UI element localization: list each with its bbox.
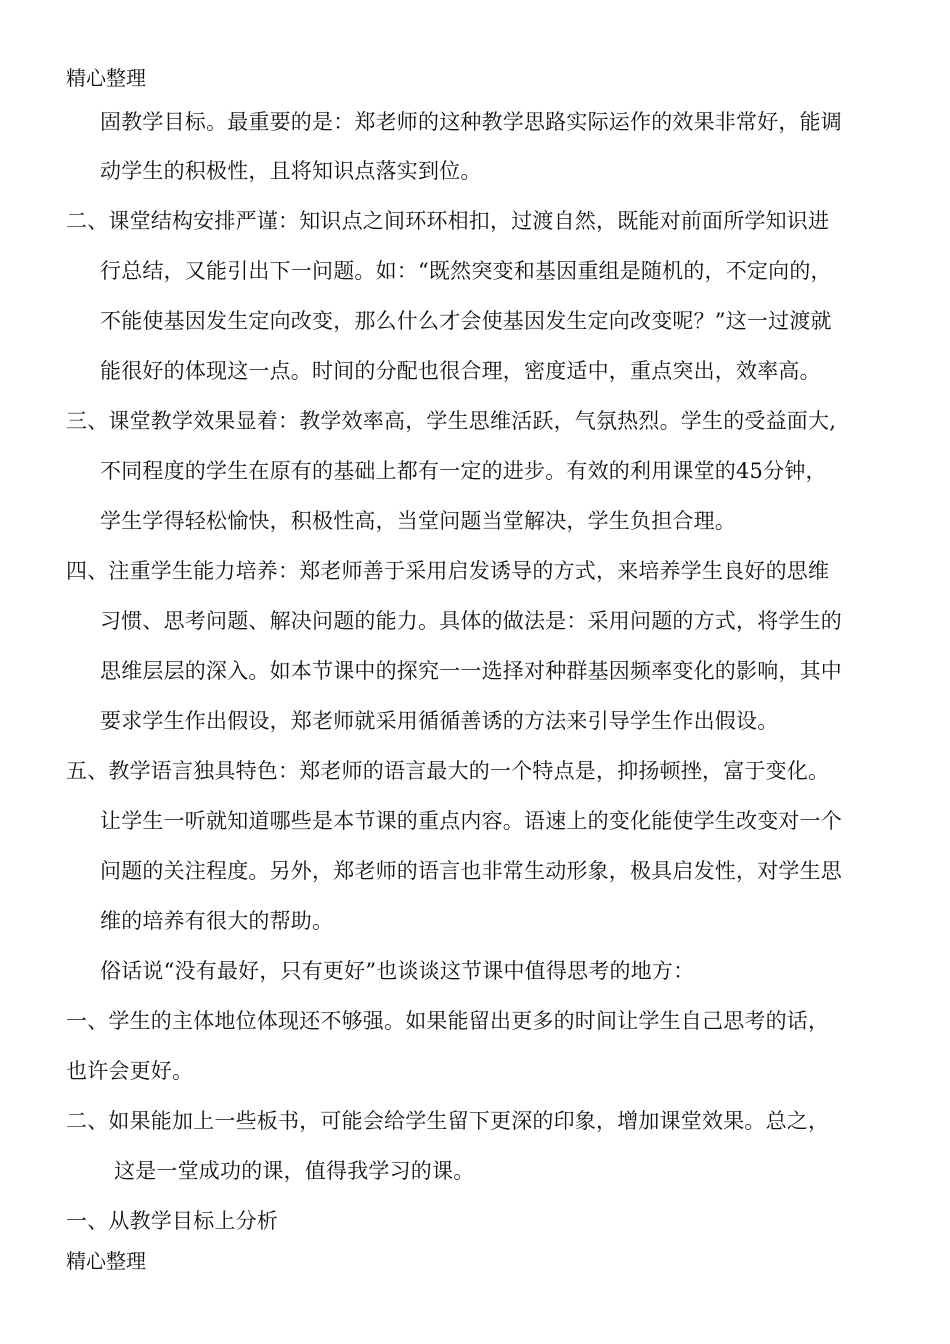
text-line: 思维层层的深入。如本节课中的探究一一选择对种群基因频率变化的影响，其中 bbox=[100, 659, 842, 683]
text-line: 能很好的体现这一点。时间的分配也很合理，密度适中，重点突出，效率高。 bbox=[100, 359, 821, 383]
text-line: 问题的关注程度。另外，郑老师的语言也非常生动形象，极具启发性，对学生思 bbox=[100, 859, 842, 883]
text-line: 固教学目标。最重要的是：郑老师的这种教学思路实际运作的效果非常好，能调 bbox=[100, 110, 842, 134]
text-line: 二、如果能加上一些板书，可能会给学生留下更深的印象，增加课堂效果。总之， bbox=[66, 1109, 830, 1133]
text-line: 俗话说“没有最好，只有更好”也谈谈这节课中值得思考的地方： bbox=[100, 959, 695, 983]
page-header-label: 精心整理 bbox=[66, 66, 146, 90]
text-line: 行总结，又能引出下一问题。如：“既然突变和基因重组是随机的，不定向的， bbox=[100, 259, 832, 283]
text-line: 这是一堂成功的课，值得我学习的课。 bbox=[114, 1159, 475, 1183]
text-line: 习惯、思考问题、解决问题的能力。具体的做法是：采用问题的方式，将学生的 bbox=[100, 609, 842, 633]
text-line: 学生学得轻松愉快，积极性高，当堂问题当堂解决，学生负担合理。 bbox=[100, 509, 736, 533]
text-line: 维的培养有很大的帮助。 bbox=[100, 909, 334, 933]
text-line: 五、教学语言独具特色：郑老师的语言最大的一个特点是，抑扬顿挫，富于变化。 bbox=[66, 759, 830, 783]
text-line: 动学生的积极性，且将知识点落实到位。 bbox=[100, 159, 482, 183]
text-line: 要求学生作出假设，郑老师就采用循循善诱的方法来引导学生作出假设。 bbox=[100, 709, 779, 733]
text-line: 一、从教学目标上分析 bbox=[66, 1209, 278, 1233]
text-line: 三、课堂教学效果显着：教学效率高，学生思维活跃，气氛热烈。学生的受益面大, bbox=[66, 409, 837, 433]
text-line: 让学生一听就知道哪些是本节课的重点内容。语速上的变化能使学生改变对一个 bbox=[100, 809, 842, 833]
text-line: 四、注重学生能力培养：郑老师善于采用启发诱导的方式，来培养学生良好的思维 bbox=[66, 559, 830, 583]
text-line: 不能使基因发生定向改变，那么什么才会使基因发生定向改变呢？”这一过渡就 bbox=[100, 309, 832, 333]
text-line: 二、课堂结构安排严谨：知识点之间环环相扣，过渡自然，既能对前面所学知识进 bbox=[66, 209, 830, 233]
text-line: 不同程度的学生在原有的基础上都有一定的进步。有效的利用课堂的45分钟， bbox=[100, 459, 827, 483]
text-line: 一、学生的主体地位体现还不够强。如果能留出更多的时间让学生自己思考的话， bbox=[66, 1009, 830, 1033]
text-line: 也许会更好。 bbox=[66, 1059, 194, 1083]
page-footer-label: 精心整理 bbox=[66, 1249, 146, 1273]
